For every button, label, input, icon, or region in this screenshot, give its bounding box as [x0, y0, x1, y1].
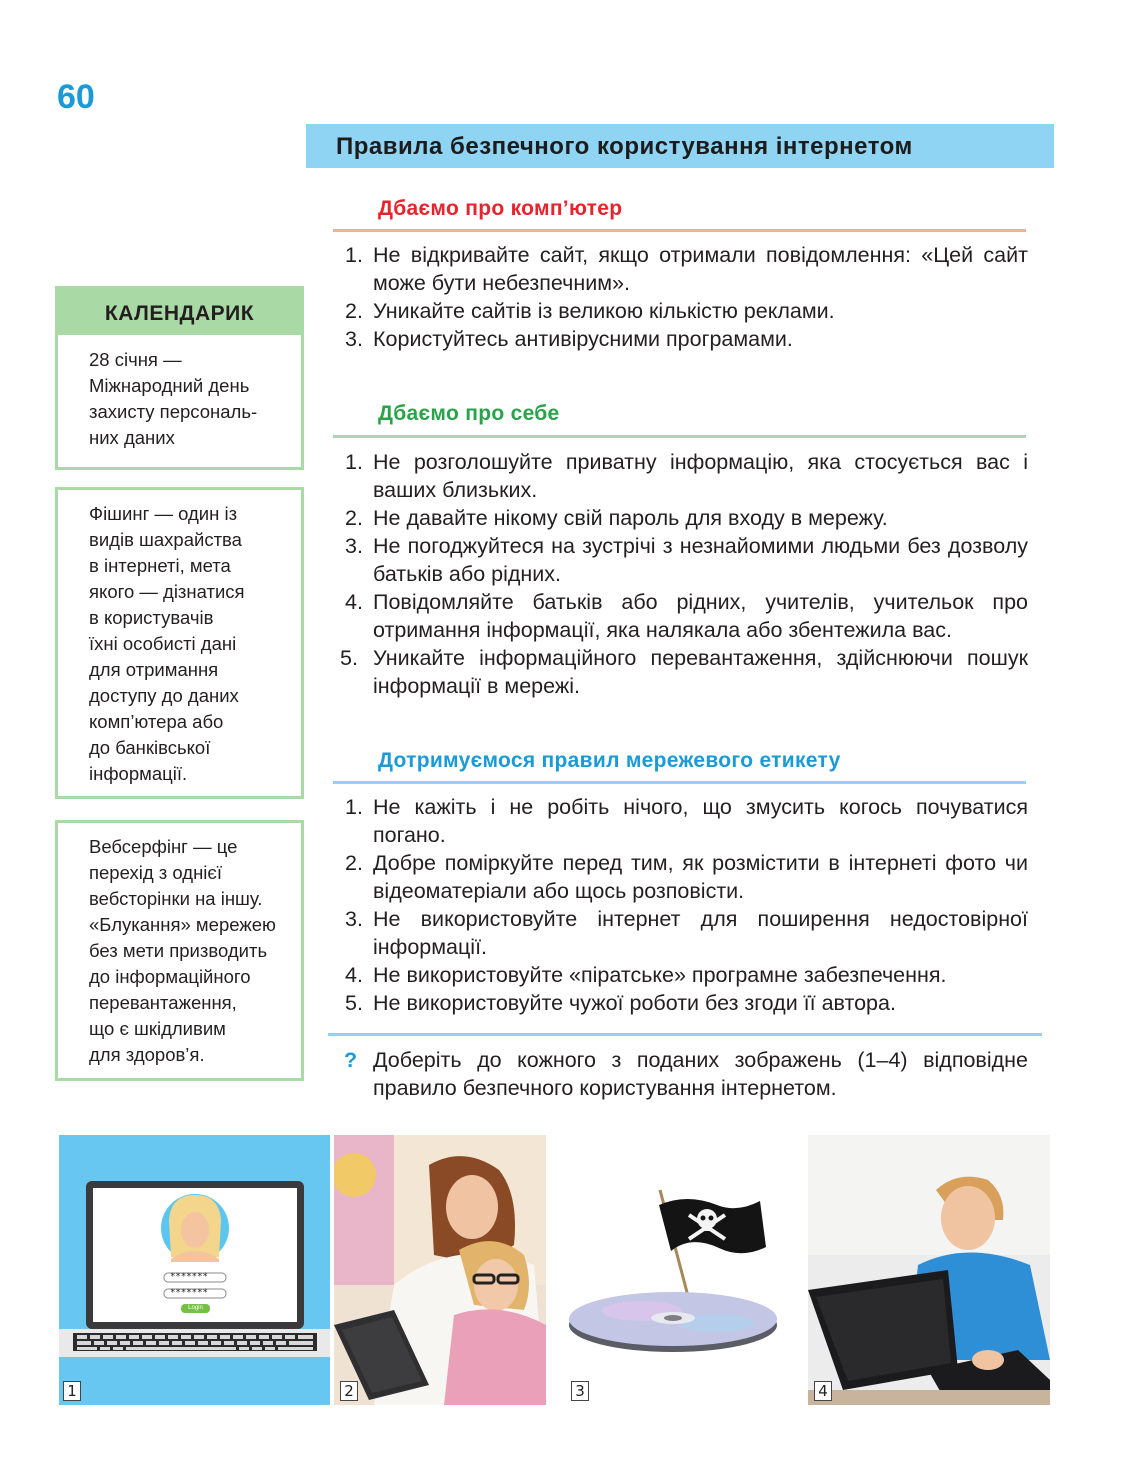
list-item: 4. Не використовуйте «піратське» програмне забезпечення.: [345, 963, 947, 987]
websurfing-text: Вебсерфінг — це перехід з однієї вебсторінки на іншу. «Блукання» мережею без мети призводить до інформаційного перевантаження, що є шкідливим для здоров’я.: [89, 836, 276, 1065]
section-heading-self: Дбаємо про себе: [378, 402, 560, 425]
section-rule-etiquette: [333, 781, 1026, 784]
page-number: 60: [57, 78, 95, 116]
image-3-pirate-flag-disc: [567, 1135, 779, 1405]
image-2-mother-daughter-tablet: [334, 1135, 546, 1405]
section-rule-computer: [333, 229, 1026, 232]
rules-list-computer: [340, 241, 1028, 353]
image-4-boy-laptop: [808, 1135, 1050, 1405]
list-item: 5. Не використовуйте чужої роботи без згоди її автора.: [345, 991, 896, 1015]
image-label-1: 1: [63, 1381, 81, 1401]
websurfing-box: [55, 820, 304, 1081]
list-item: 5. Уникайте інформаційного перевантаження, здійснюючи пошук інформації в мережі.: [340, 646, 1028, 698]
login-button-label: Login: [188, 1305, 203, 1311]
image-label-2: 2: [340, 1381, 358, 1401]
image-label-4: 4: [814, 1381, 832, 1401]
list-item: 3. Користуйтесь антивірусними програмами.: [345, 327, 793, 351]
list-item: 2. Уникайте сайтів із великою кількістю реклами.: [345, 299, 835, 323]
rules-list-self: [340, 448, 1028, 700]
phishing-box: [55, 487, 304, 799]
calendar-text: 28 січня — Міжнародний день захисту персональ- них даних: [89, 349, 258, 448]
list-item: 4. Повідомляйте батьків або рідних, учителів, учительок про отримання інформації, яка налякала або збентежила вас.: [345, 590, 1028, 642]
question-text: Доберіть до кожного з поданих зображень (1–4) відповідне правило безпечного користування інтернетом.: [373, 1048, 1028, 1100]
image-1-laptop-login: [59, 1135, 330, 1405]
section-heading-computer: Дбаємо про комп’ютер: [378, 197, 623, 220]
section-heading-etiquette: Дотримуємося правил мережевого етикету: [378, 749, 841, 772]
list-item: 2. Добре поміркуйте перед тим, як розмістити в інтернеті фото чи відеоматеріали або щось розповісти.: [345, 851, 1028, 903]
calendar-box: [55, 286, 304, 470]
question-block: [344, 1046, 1028, 1102]
section-rule-self: [333, 435, 1026, 438]
phishing-text: Фішинг — один із видів шахрайства в інтернеті, мета якого — дізнатися в користувачів їхні особисті дані для отримання доступу до даних комп’ютера або до банківської інформації.: [89, 503, 245, 784]
image-label-3: 3: [571, 1381, 589, 1401]
list-item: 3. Не використовуйте інтернет для поширення недостовірної інформації.: [345, 907, 1028, 959]
rules-list-etiquette: [340, 793, 1028, 1017]
question-mark-icon: ?: [344, 1048, 358, 1072]
password-field-2: *******: [170, 1288, 208, 1298]
calendar-heading: КАЛЕНДАРИК: [58, 289, 301, 335]
list-item: 1. Не розголошуйте приватну інформацію, яка стосується вас і ваших близьких.: [345, 450, 1028, 502]
list-item: 3. Не погоджуйтеся на зустрічі з незнайомими людьми без дозволу батьків або рідних.: [345, 534, 1028, 586]
list-item: 1. Не відкривайте сайт, якщо отримали повідомлення: «Цей сайт може бути небезпечним».: [345, 243, 1028, 295]
list-item: 2. Не давайте нікому свій пароль для входу в мережу.: [345, 506, 888, 530]
page-title: Правила безпечного користування інтернетом: [336, 133, 913, 160]
list-item: 1. Не кажіть і не робіть нічого, що змусить когось почуватися погано.: [345, 795, 1028, 847]
question-rule: [328, 1033, 1042, 1036]
page-title-bar: [306, 124, 1054, 168]
password-field-1: *******: [170, 1272, 208, 1282]
